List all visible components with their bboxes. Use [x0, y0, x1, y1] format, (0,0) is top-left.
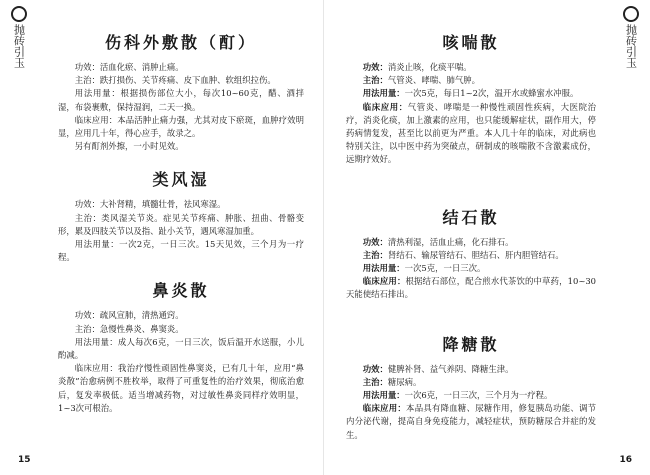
item-text: 本品具有降血糖、尿糖作用，修复胰岛功能、调节内分泌代谢，提高自身免疫能力，减轻症状，预防糖尿合并症的发生。	[346, 403, 597, 440]
item-text: 气管炎、哮喘是一种慢性顽固性疾病，大医院治疗，消炎化痰，加上激素的应用，也只能缓解症状，副作用大，停药病情复发，甚至比以前更为严重。本人几十年的临床，对此病也特别关注，以中医中药为突破点，研制成的咳喘散不含激素成份，远期疗效好。	[346, 101, 597, 165]
paragraph	[346, 402, 596, 442]
item-text: 一次6克，一日三次，三个月为一疗程。	[404, 390, 553, 401]
section-title: 鼻炎散	[152, 281, 210, 301]
item-label: 临床应用：	[362, 101, 408, 112]
paragraph: 功效：活血化瘀、消肿止痛。	[74, 62, 184, 72]
item-label: 用法用量：	[362, 88, 405, 99]
paragraph	[346, 262, 596, 275]
right-content	[346, 26, 596, 442]
page-number: 15	[18, 455, 31, 465]
paragraph	[346, 87, 596, 100]
item-text: 根据结石部位，配合煎水代茶饮的中草药，10~30天能使结石排出。	[346, 276, 596, 300]
paragraph: 主治：类风湿关节炎。症见关节疼痛、肿胀、扭曲、骨骼变形，累及四肢关节以及指、趾小关节，遇风寒湿加重。	[58, 212, 304, 236]
section-title: 伤科外敷散（酊）	[104, 33, 257, 52]
seal-stamp-right	[618, 6, 644, 71]
right-page	[324, 0, 650, 475]
paragraph: 临床应用：我治疗慢性顽固性鼻窦炎，已有几十年，应用“鼻炎散”治愈病例不胜枚举，取得了可重复性的治疗效果，彻底治愈后，复发率极低。适当增减药物，对过敏性鼻炎同样疗效明显，1~3次可根治。	[58, 363, 304, 413]
item-label: 用法用量：	[362, 390, 405, 401]
item-text: 糖尿病。	[387, 376, 422, 387]
paragraph	[346, 376, 596, 389]
paragraph: 用法用量：根据损伤部位大小，每次10~60克，醋、酒拌湿，布袋裹敷，保持湿润，二天一换。	[58, 88, 304, 112]
item-label: 用法用量：	[362, 263, 405, 274]
item-label: 临床应用：	[362, 403, 407, 414]
section-title: 降糖散	[442, 334, 500, 354]
seal-icon	[11, 6, 27, 22]
paragraph: 功效：疏风宣肺，清热通窍。	[74, 310, 184, 321]
paragraph	[346, 101, 596, 167]
item-text: 一次5克，一日三次。	[404, 263, 486, 274]
item-label: 临床应用：	[362, 276, 406, 287]
item-label: 功效：	[362, 363, 388, 374]
paragraph	[346, 74, 596, 87]
paragraph	[346, 363, 596, 376]
item-label: 主治：	[362, 249, 388, 260]
paragraph	[346, 61, 596, 74]
section-title: 结石散	[442, 207, 500, 227]
paragraph: 功效：大补肾精，填髓壮骨，祛风寒湿。	[74, 199, 226, 210]
section-title: 咳喘散	[442, 33, 500, 52]
paragraph: 用法用量：成人每次6克，一日三次，饭后温开水送服，小儿酌减。	[58, 336, 304, 361]
item-label: 功效：	[362, 236, 388, 247]
item-text: 健脾补肾、益气养阴、降糖生津。	[387, 363, 514, 374]
paragraph: 另有酊剂外擦，一小时见效。	[74, 141, 184, 152]
seal-text: 抛砖引玉	[624, 24, 638, 68]
paragraph: 用法用量：一次2克，一日三次。15天见效，三个月为一疗程。	[58, 239, 304, 263]
item-text: 肾结石、输尿管结石、胆结石、肝内胆管结石。	[387, 249, 564, 260]
paragraph: 主治：急慢性鼻炎、鼻窦炎。	[74, 323, 184, 334]
item-label: 主治：	[362, 376, 388, 387]
item-text: 气管炎、哮喘、肺气肿。	[387, 75, 481, 86]
left-page	[0, 0, 324, 475]
seal-icon	[623, 6, 639, 22]
paragraph	[346, 249, 596, 262]
paragraph: 主治：跌打损伤、关节疼痛、皮下血肿、软组织拉伤。	[74, 75, 276, 86]
item-text: 一次5克，每日1~2次，温开水或蜂蜜水冲服。	[404, 88, 579, 99]
paragraph	[346, 275, 596, 301]
item-text: 消炎止咳，化痰平喘。	[387, 62, 472, 72]
paragraph: 临床应用：本品活肿止痛力强，尤其对皮下瘀斑，血肿疗效明显，应用几十年，得心应手，故录之。	[58, 114, 304, 139]
left-content	[58, 26, 304, 415]
seal-stamp-left	[6, 6, 32, 71]
seal-text: 抛砖引玉	[12, 24, 26, 68]
paragraph	[346, 236, 596, 249]
paragraph	[346, 389, 596, 402]
item-text: 清热利湿，活血止痛，化石排石。	[387, 236, 514, 247]
item-label: 主治：	[362, 75, 388, 86]
item-label: 功效：	[362, 62, 388, 72]
section-title: 类风湿	[152, 170, 210, 190]
page-number: 16	[619, 455, 632, 465]
